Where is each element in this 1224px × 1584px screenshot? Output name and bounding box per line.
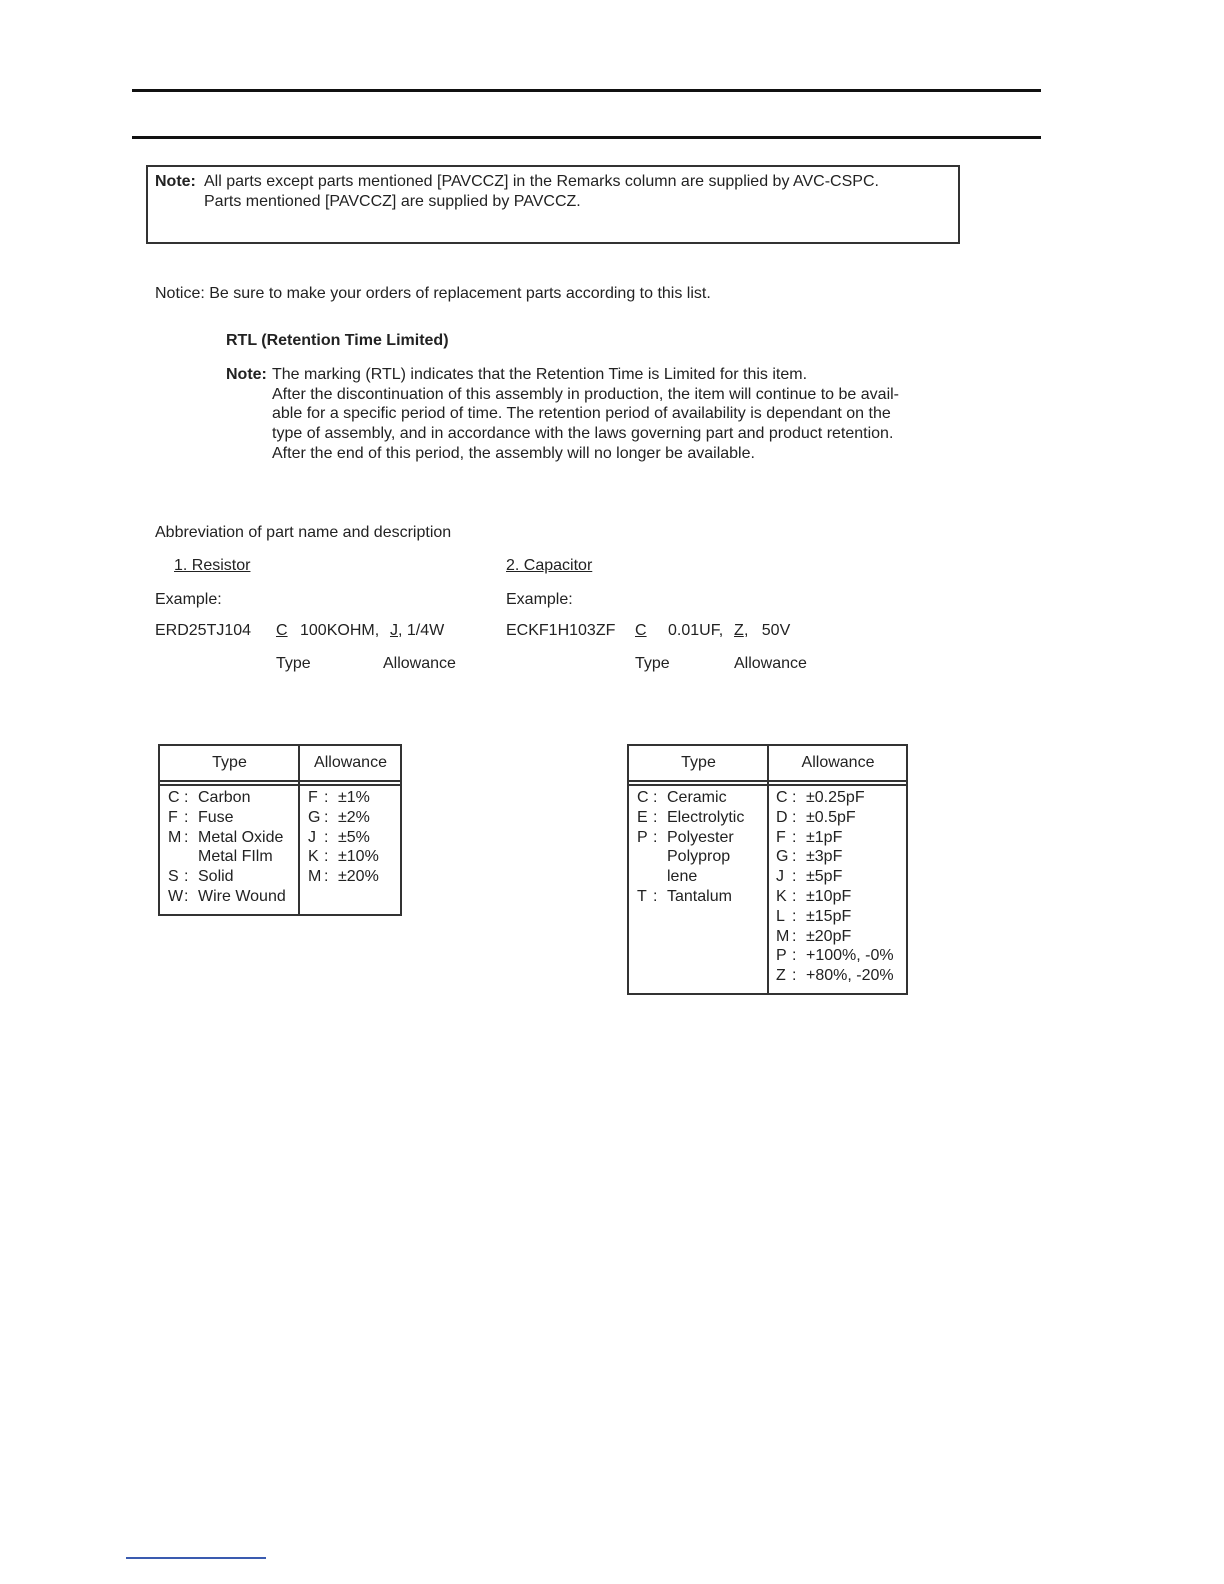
resistor-type-row (168, 847, 286, 867)
header-rule (132, 136, 1041, 139)
rtl-line-2: After the discontinuation of this assembly in production, the item will continue to be avail- (272, 386, 899, 403)
resistor-type-row-code: W (168, 887, 184, 905)
capacitor-type-label: Type (635, 655, 670, 672)
capacitor-allowance-row: F : ±1pF (776, 828, 843, 846)
capacitor-type-list (637, 788, 744, 907)
resistor-type-row: M : Metal Oxide (168, 828, 284, 846)
top-rule (132, 89, 1041, 92)
capacitor-type-row-code: C (637, 789, 649, 806)
resistor-allowance-row-text: ±2% (338, 808, 370, 826)
capacitor-allowance-row-code: F (776, 828, 786, 846)
rtl-line-1: The marking (RTL) indicates that the Retention Time is Limited for this item. (272, 366, 808, 383)
resistor-allowance-row: G : ±2% (308, 808, 370, 826)
resistor-type-label: Type (276, 655, 311, 672)
resistor-type-row-code: S (168, 868, 179, 886)
capacitor-allowance-row-code: Z (776, 967, 786, 985)
capacitor-allowance-row: C : ±0.25pF (776, 789, 865, 806)
notice-text: Notice: Be sure to make your orders of replacement parts according to this list. (155, 285, 711, 302)
resistor-type-row-text: Solid (198, 868, 234, 886)
note-line-2: Parts mentioned [PAVCCZ] are supplied by PAVCCZ. (204, 193, 581, 210)
resistor-allowance-row: K : ±10% (308, 848, 379, 866)
rtl-line-4: type of assembly, and in accordance with the laws governing part and product retention. (272, 425, 894, 442)
capacitor-type-row: E : Electrolytic (637, 808, 745, 826)
resistor-allowance-list (308, 788, 379, 887)
note-line-1: All parts except parts mentioned [PAVCCZ] in the Remarks column are supplied by AVC-CSPC. (204, 173, 879, 190)
capacitor-type-row-text: Ceramic (667, 789, 727, 806)
resistor-type-row: W: Wire Wound (168, 887, 286, 905)
capacitor-allowance-row-code: L (776, 907, 785, 925)
resistor-allowance-row: M : ±20% (308, 868, 379, 886)
capacitor-allowance-row-code: M (776, 927, 790, 945)
capacitor-allowance-label: Allowance (734, 655, 807, 672)
capacitor-allowance-code: Z (734, 622, 744, 639)
capacitor-part-number: ECKF1H103ZF (506, 622, 616, 639)
capacitor-allowance-row: K : ±10pF (776, 887, 852, 905)
capacitor-type-row-text: Electrolytic (667, 808, 745, 826)
resistor-allowance-row-text: ±20% (338, 868, 379, 886)
capacitor-value: 0.01UF, (668, 622, 724, 639)
resistor-allowance-code: J (390, 622, 398, 639)
capacitor-allowance-row: Z : +80%, -20% (776, 967, 894, 985)
capacitor-allowance-row-code: P (776, 947, 787, 965)
capacitor-type-row-text: Polyester (667, 828, 734, 846)
resistor-allowance-row-code: M (308, 868, 322, 886)
capacitor-example-label: Example: (506, 591, 573, 608)
abbreviation-title: Abbreviation of part name and description (155, 524, 452, 541)
capacitor-table (627, 744, 908, 995)
capacitor-allowance-row: L : ±15pF (776, 907, 852, 925)
resistor-heading: 1. Resistor (174, 557, 251, 574)
capacitor-type-row-text: Polyprop (667, 848, 731, 866)
resistor-allowance-label: Allowance (383, 655, 456, 672)
resistor-value: 100KOHM, (300, 622, 380, 639)
capacitor-allowance-row-code: C (776, 789, 788, 806)
capacitor-allowance-row-text: +80%, -20% (806, 967, 894, 985)
resistor-rating: , 1/4W (398, 622, 445, 639)
capacitor-table-header-type: Type (681, 754, 716, 771)
capacitor-allowance-row-text: ±5pF (806, 868, 843, 886)
resistor-type-row-text: Metal Oxide (198, 828, 284, 846)
resistor-allowance-row: F : ±1% (308, 789, 370, 806)
resistor-type-list (168, 788, 286, 907)
capacitor-allowance-row-text: ±10pF (806, 887, 852, 905)
capacitor-allowance-list (776, 788, 894, 986)
resistor-allowance-row-code: J (308, 828, 316, 846)
capacitor-allowance-row-text: ±0.5pF (806, 808, 856, 826)
capacitor-type-row-code: T (637, 887, 647, 905)
capacitor-type-row-text: Tantalum (667, 887, 732, 905)
resistor-allowance-row-code: F (308, 789, 318, 806)
rtl-line-3: able for a specific period of time. The retention period of availability is dependant on the (272, 405, 891, 422)
resistor-type-row-text: Metal FIlm (198, 848, 273, 866)
capacitor-rating: , 50V (744, 622, 791, 639)
resistor-part-number: ERD25TJ104 (155, 622, 252, 639)
capacitor-type-row-text: lene (667, 868, 698, 886)
rtl-heading: RTL (Retention Time Limited) (226, 332, 449, 349)
resistor-table (158, 744, 402, 916)
resistor-type-row: C : Carbon (168, 789, 251, 806)
resistor-allowance-row-text: ±10% (338, 848, 379, 866)
resistor-type-row-text: Wire Wound (198, 887, 286, 905)
capacitor-allowance-row-text: ±15pF (806, 907, 852, 925)
capacitor-allowance-row: P : +100%, -0% (776, 947, 894, 965)
resistor-type-row-code: M (168, 828, 182, 846)
capacitor-heading: 2. Capacitor (506, 557, 593, 574)
capacitor-type-row: T : Tantalum (637, 887, 732, 905)
resistor-type-row-text: Fuse (198, 808, 234, 826)
capacitor-allowance-row: G : ±3pF (776, 848, 843, 866)
resistor-table-header-type: Type (212, 754, 247, 771)
capacitor-allowance-row: M : ±20pF (776, 927, 852, 945)
capacitor-allowance-row-text: +100%, -0% (806, 947, 894, 965)
capacitor-allowance-row: J : ±5pF (776, 868, 843, 886)
resistor-type-row-code: C (168, 789, 180, 806)
capacitor-type-row: P : Polyester (637, 828, 734, 846)
capacitor-allowance-row-text: ±3pF (806, 848, 843, 866)
capacitor-allowance-row-code: G (776, 848, 789, 866)
capacitor-type-code: C (635, 622, 647, 639)
rtl-note-label: Note: (226, 366, 267, 383)
note-label: Note: (155, 173, 196, 190)
capacitor-allowance-row: D : ±0.5pF (776, 808, 856, 826)
resistor-type-row-text: Carbon (198, 789, 251, 806)
resistor-allowance-row-text: ±1% (338, 789, 370, 806)
capacitor-type-row-code: E (637, 808, 648, 826)
resistor-type-row: F : Fuse (168, 808, 234, 826)
rtl-line-5: After the end of this period, the assembly will no longer be available. (272, 445, 755, 462)
resistor-allowance-row-code: K (308, 848, 319, 866)
capacitor-allowance-row-code: D (776, 808, 788, 826)
resistor-allowance-row-code: G (308, 808, 321, 826)
capacitor-type-row (637, 847, 744, 867)
capacitor-allowance-row-text: ±0.25pF (806, 789, 865, 806)
capacitor-type-row: C : Ceramic (637, 789, 727, 806)
capacitor-allowance-row-code: J (776, 868, 784, 886)
capacitor-allowance-row-text: ±20pF (806, 927, 852, 945)
resistor-example-label: Example: (155, 591, 222, 608)
capacitor-allowance-row-code: K (776, 887, 787, 905)
resistor-allowance-row: J : ±5% (308, 828, 370, 846)
resistor-type-code: C (276, 622, 288, 639)
capacitor-type-row (637, 867, 744, 887)
capacitor-table-header-allowance: Allowance (801, 754, 875, 771)
footer-link-underline (126, 1557, 266, 1559)
capacitor-type-row-code: P (637, 828, 648, 846)
resistor-type-row-code: F (168, 808, 178, 826)
capacitor-allowance-row-text: ±1pF (806, 828, 843, 846)
resistor-allowance-row-text: ±5% (338, 828, 370, 846)
resistor-type-row: S : Solid (168, 868, 234, 886)
resistor-table-header-allowance: Allowance (314, 754, 387, 771)
